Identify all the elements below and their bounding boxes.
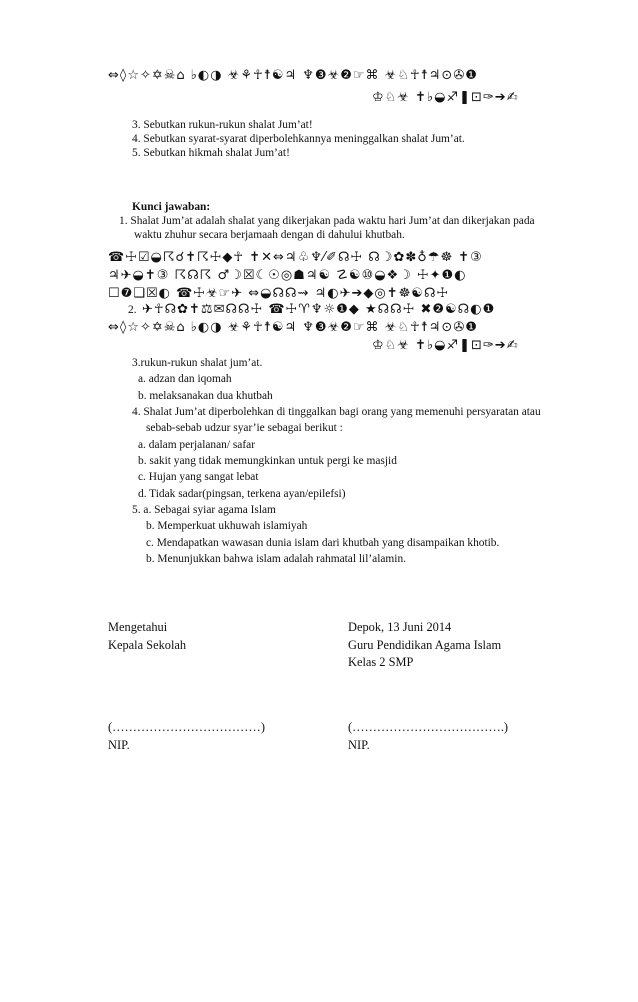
- answer-3-item-b: b. melaksanakan dua khutbah: [138, 390, 273, 402]
- question-3: 3. Sebutkan rukun-rukun shalat Jum’at!: [132, 119, 313, 131]
- signature-left-nip: NIP.: [108, 738, 130, 752]
- signature-left-role: Kepala Sekolah: [108, 638, 187, 652]
- garbled-text-answer-2: ✈☥☊✿✝⚖✉☊☊☩ ☎☩♈♆☼❶◆ ★☊☊☩ ✖❷☯☊◐❶: [142, 302, 496, 317]
- answer-5-item-a: 5. a. Sebagai syiar agama Islam: [132, 504, 276, 516]
- answer-4-line-2: sebab-sebab udzur syar’ie sebagai berikut :: [146, 422, 343, 434]
- signature-place-date: Depok, 13 Juni 2014: [348, 620, 452, 634]
- signature-right-line: (……………………………….): [348, 720, 509, 734]
- question-4: 4. Sebutkan syarat-syarat diperbolehkannya meninggalkan shalat Jum’at.: [132, 133, 465, 145]
- signature-left-line: (………………………………): [108, 720, 265, 734]
- answer-4-line-1: 4. Shalat Jum’at diperbolehkan di tinggalkan bagi orang yang memenuhi persyaratan atau: [132, 406, 541, 418]
- answer-1-line-1: 1. Shalat Jum’at adalah shalat yang dikerjakan pada waktu hari Jum’at dan dikerjakan pada: [119, 215, 535, 227]
- answer-5-item-d: b. Menunjukkan bahwa islam adalah rahmatal lil’alamin.: [146, 553, 407, 565]
- answer-3-title: 3.rukun-rukun shalat jum’at.: [132, 357, 263, 369]
- answer-3-item-a: a. adzan dan iqomah: [138, 373, 232, 385]
- garbled-text-bottom-2: ♔♘☣ ✝♭◒♐❚⊡✑➔✍: [372, 338, 519, 353]
- answer-key-heading: Kunci jawaban:: [132, 201, 211, 213]
- signature-right-role: Guru Pendidikan Agama Islam: [348, 638, 502, 652]
- signature-left-label: Mengetahui: [108, 620, 168, 634]
- garbled-text-mid-3: ☐❼❏☒◐ ☎☩☣☞✈ ⇔◒☊☊⇝ ♃◐✈➔◆◎✝☸☯☊☩: [108, 286, 450, 301]
- answer-5-item-b: b. Memperkuat ukhuwah islamiyah: [146, 520, 308, 532]
- answer-4-item-a: a. dalam perjalanan/ safar: [138, 439, 256, 451]
- question-5: 5. Sebutkan hikmah shalat Jum’at!: [132, 147, 290, 159]
- garbled-text-bottom-1: ⇔◊☆✧✡☠⌂ ♭◐◑ ☣⚘☥☨☯♃ ♆❸☣❷☞⌘ ☣♘☥☨♃⊙✇❶: [108, 320, 478, 335]
- garbled-text-top-2: ♔♘☣ ✝♭◒♐❚⊡✑➔✍: [372, 90, 519, 105]
- answer-4-item-d: d. Tidak sadar(pingsan, terkena ayan/epilefsi): [138, 488, 346, 500]
- answer-4-item-c: c. Hujan yang sangat lebat: [138, 471, 259, 483]
- answer-4-item-b: b. sakit yang tidak memungkinkan untuk pergi ke masjid: [138, 455, 397, 467]
- signature-right-class: Kelas 2 SMP: [348, 655, 414, 669]
- answer-5-item-c: c. Mendapatkan wawasan dunia islam dari khutbah yang disampaikan khotib.: [146, 537, 500, 549]
- answer-2-number: 2.: [128, 304, 137, 316]
- answer-1-line-2: waktu zhuhur secara berjamaah dengan di dahului khutbah.: [134, 229, 405, 241]
- signature-right-nip: NIP.: [348, 738, 370, 752]
- garbled-text-top-1: ⇔◊☆✧✡☠⌂ ♭◐◑ ☣⚘☥☨☯♃ ♆❸☣❷☞⌘ ☣♘☥☨♃⊙✇❶: [108, 68, 478, 83]
- garbled-text-mid-1: ☎☩☑◒☈☌✝☈☩◆☥ ✝✕⇔♃♧♆⁄✐☊☩ ☊☽✿✽♁☂☸ ✝③: [108, 250, 483, 265]
- garbled-text-mid-2: ♃✈◒✝③ ☈☊☈ ♂☽☒☾☉◎☗♃☯ ☡☯⑩◒❖☽ ☩✦❶◐: [108, 268, 467, 283]
